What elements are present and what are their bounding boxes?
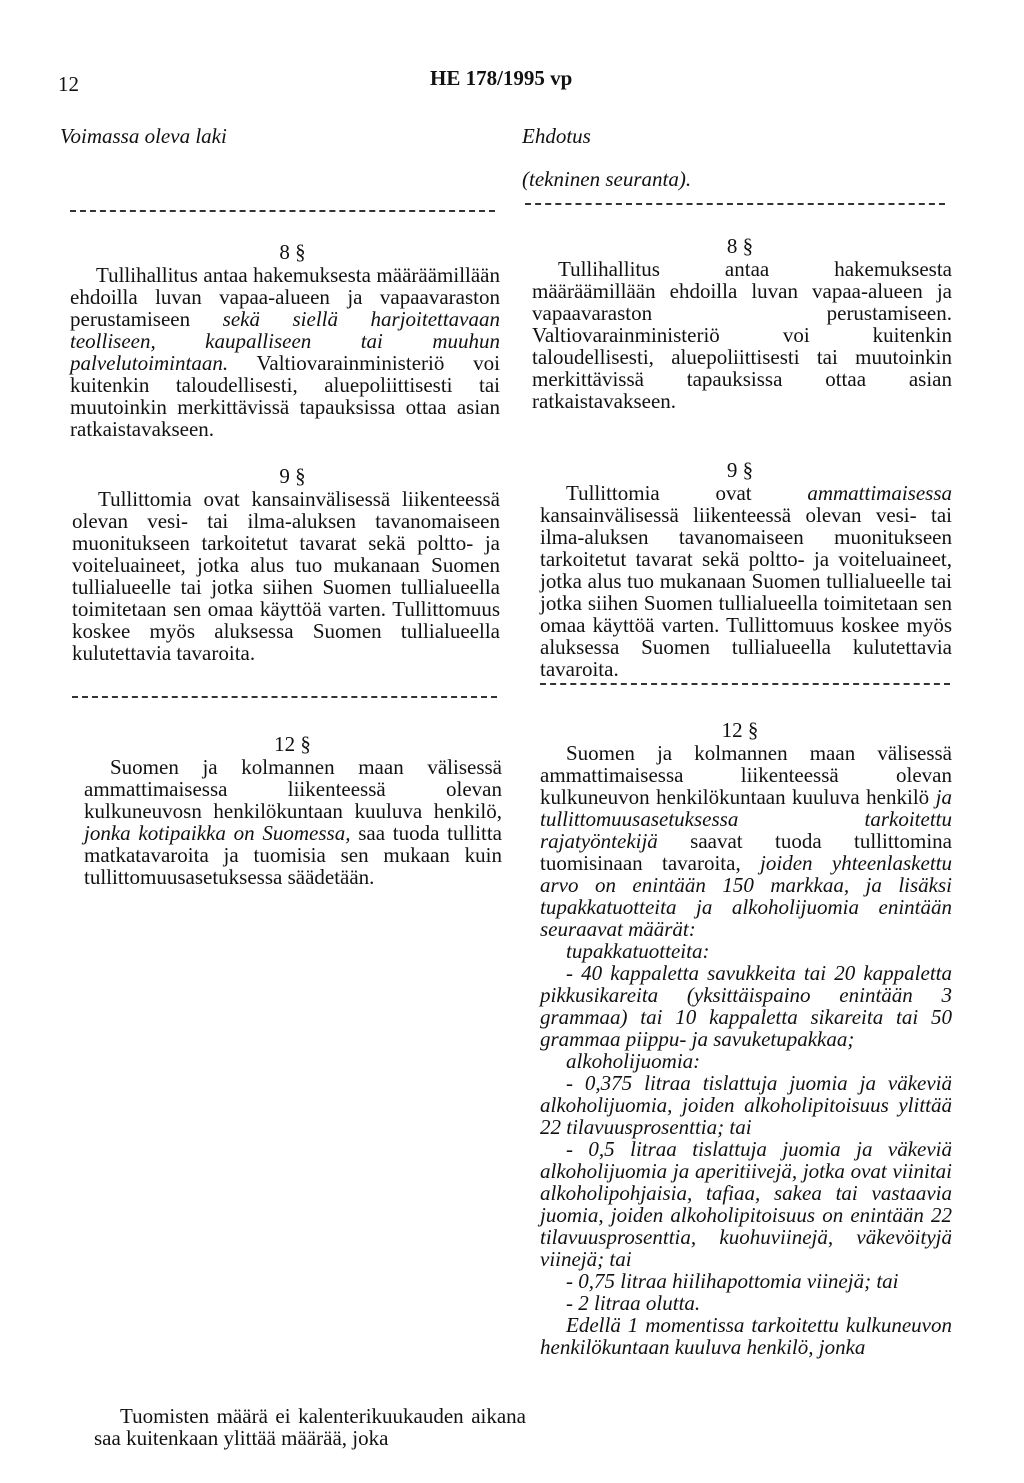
italic-text-run: ja tullittomuusasetuksessa tarkoitettu rajatyöntekijä [540,785,952,853]
italic-text-run: ammattimaisessa [807,481,952,505]
left-column-heading: Voimassa oleva laki [60,124,227,148]
section-9-title: 9 § [279,464,306,488]
right-section-12-text [540,742,952,1358]
paragraph: Tuomisten määrä ei kalenterikuukauden aikana saa kuitenkaan ylittää määrää, joka [94,1404,526,1450]
list-item: - 0,75 litraa hiilihapottomia viinejä; tai [566,1269,899,1293]
text-run: Tullittomia ovat [566,481,752,505]
section-12-title: 12 § [721,718,759,742]
omission-divider [525,203,945,205]
left-section-8-text [70,264,500,440]
right-column-note: (tekninen seuranta). [522,167,692,191]
text-run: Suomen ja kolmannen maan välisessä ammattimaisessa liikenteessä olevan kulkuneuvon henkilökuntaan kuuluva henkilö [540,741,952,809]
document-title: HE 178/1995 vp [430,66,573,90]
paragraph: Edellä 1 momentissa tarkoitettu kulkuneuvon henkilökuntaan kuuluva henkilö, jonka [540,1313,952,1359]
paragraph: Tullihallitus antaa hakemuksesta määräämillään ehdoilla luvan vapaa-alueen ja vapaavaraston perustamiseen. Valtiovarainministeriö voi kuitenkin taloudellisesti, aluepoliittisesti tai muutoinkin merkittävissä tapauksissa ottaa asian ratkaistavakseen. [532,257,952,413]
paragraph: Tullittomia ovat kansainvälisessä liikenteessä olevan vesi- tai ilma-aluksen tavanomaiseen muonitukseen tarkoitetut tavarat sekä poltto- ja voiteluaineet, jotka alus tuo mukanaan Suomen tullialueelle tai jotka siihen Suomen tullialueella toimitetaan sen omaa käyttöä varten. Tullittomuus koskee myös aluksessa Suomen tullialueella kulutettavia tavaroita. [72,487,500,665]
text-run: saavat tuoda tullittomina tuomisinaan tavaroita, [540,829,953,875]
section-8-title: 8 § [726,234,754,258]
right-section-9-text [540,482,952,680]
left-section-9-text [72,488,500,664]
section-9-title: 9 § [726,458,754,482]
subheading: tupakkatuotteita: [566,939,710,963]
list-item: - 40 kappaletta savukkeita tai 20 kappaletta pikkusikareita (yksittäispaino enintään 3 grammaa) tai 10 kappaletta sikareita tai 50 grammaa piippu- ja savuketupakkaa; [540,961,952,1051]
italic-text-run: jonka kotipaikka on Suomessa, [84,821,351,845]
text-run: Valtiovarainministeriö voi kuitenkin taloudellisesti, aluepoliittisesti tai muutoinkin merkittävissä tapauksissa ottaa asian ratkaistavakseen. [70,351,501,441]
right-section-8-text [532,258,952,412]
italic-text-run: joiden yhteenlaskettu arvo on enintään 150 markkaa, ja lisäksi tupakkatuotteita ja alkoholijuomia enintään seuraavat määrät: [540,851,952,941]
text-run: Suomen ja kolmannen maan välisessä ammattimaisessa liikenteessä olevan kulkuneuvosn henkilökuntaan kuuluva henkilö, [84,755,502,823]
section-8-title: 8 § [279,240,306,264]
left-continuation-text [94,1405,526,1449]
list-item: - 0,5 litraa tislattuja juomia ja väkeviä alkoholijuomia ja aperitiivejä, jotka ovat viinitai alkoholipohjaisia, tafiaa, sakea tai vastaavia juomia, joiden alkoholipitoisuus on enintään 22 tilavuusprosenttia, kuohuviinejä, väkevöityjä viinejä; tai [540,1137,952,1271]
omission-divider [70,210,495,212]
italic-text-run: sekä siellä harjoitettavaan teolliseen, kaupalliseen tai muuhun palvelutoimintaan. [70,307,501,375]
text-run: kansainvälisessä liikenteessä olevan vesi- tai ilma-aluksen tavanomaiseen muonitukseen tarkoitetut tavarat sekä poltto- ja voiteluaineet, jotka alus tuo mukanaan Suomen tullialueelle tai jotka siihen Suomen tullialueella toimitetaan sen omaa käyttöä varten. Tullittomuus koskee myös aluksessa Suomen tullialueella kulutettavia tavaroita. [540,503,952,681]
omission-divider [72,696,497,698]
list-item: - 2 litraa olutta. [566,1291,701,1315]
text-run: saa tuoda tullitta matkatavaroita ja tuomisia sen mukaan kuin tullittomuusasetuksessa säädetään. [84,821,502,889]
text-run: Tullihallitus antaa hakemuksesta määräämillään ehdoilla luvan vapaa-alueen ja vapaavaraston perustamiseen [70,263,500,331]
subheading: alkoholijuomia: [566,1049,701,1073]
page-number: 12 [58,72,79,96]
right-column-heading: Ehdotus [522,124,591,148]
omission-divider [540,683,950,685]
list-item: - 0,375 litraa tislattuja juomia ja väkeviä alkoholijuomia, joiden alkoholipitoisuus ylittää 22 tilavuusprosenttia; tai [540,1071,952,1139]
left-section-12-text [84,756,502,888]
section-12-title: 12 § [274,732,311,756]
